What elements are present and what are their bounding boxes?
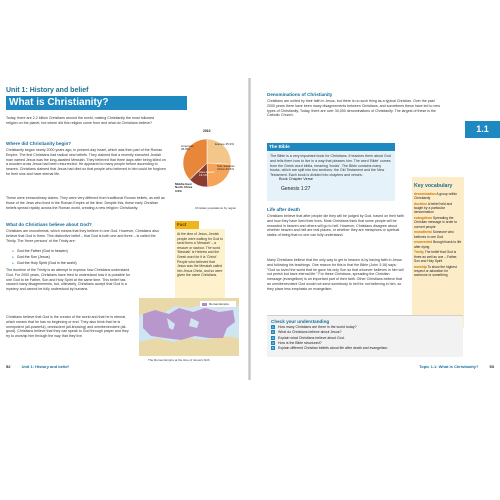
fact-text: At the time of Jesus, Jewish people were waiting for God to send them a 'Messiah' – a rescuer or saviour. The word 'Messiah' is Hebrew and the Greek word for it is 'Christ'. People who believed that Jesus was the Messiah called him Jesus Christ, and so were given the name Christians.: [177, 232, 223, 278]
pie-label-europe: Europe 25.9%: [215, 142, 235, 146]
vocab-definition: To show the highest respect or adoration for someone or something: [414, 264, 457, 278]
pie-label-americas: Americas 36.8%: [181, 144, 194, 152]
vocab-definition: Brought back to life after dying: [414, 240, 462, 249]
question-text: How is the Bible structured?: [278, 340, 322, 345]
vocab-definition: The belief that God is three as well as one – Father, Son and Holy Spirit: [414, 250, 458, 263]
list-item: ● God the Father (God in heaven): [12, 248, 77, 254]
vocab-term: resurrected: [414, 240, 433, 245]
trinity-list: [12, 248, 77, 266]
paragraph-creator: Christians believe that God is the creator of the world and that he is eternal, which means that he has no beginning or end. They also think that he is omnipotent (all-powerful), omniscient (all-knowing) and omnibenevolent (all-good). Christians believe that they can speak to God through prayer and they try to worship him through the way that they live.: [6, 315, 129, 339]
list-item: ● God the Holy Spirit (God in the world): [12, 260, 77, 266]
paragraph-life-2: Many Christians believe that the only way to get to heaven is by having faith in Jesus and following his teachings. One reason for this is that the Bible (John 3:16) says: "God so loved the world that he gave his only Son so that whoever believes in him will not perish but have eternal life." For these Christians, spreading the Christian message (evangelism) is an important part of their faith. Other Christians believe that an omnibenevolent God would not send somebody to hell for not believing in him, so they place less emphasis on evangelism.: [267, 258, 404, 291]
question-number: 1: [272, 325, 274, 330]
question-number: 2: [272, 330, 274, 335]
map-legend: [200, 301, 236, 307]
list-item: [414, 265, 462, 278]
vocab-definition: Someone who believes in one God: [414, 230, 454, 239]
footer-topic: Topic 1.1: What is Christianity?: [419, 364, 479, 369]
vocab-list: [414, 192, 462, 279]
question-text: Explain what Christians believe about God.: [278, 335, 345, 340]
vocab-definition: A belief held and taught by a particular denomination: [414, 202, 453, 215]
vocab-term: worship: [414, 264, 427, 269]
unit-kicker: Unit 1: History and belief: [6, 87, 89, 94]
bible-example: Genesis 1:27: [281, 186, 311, 192]
list-item: [414, 250, 462, 263]
legend-swatch: [202, 303, 207, 306]
list-item: [414, 202, 462, 215]
vocab-term: evangelism: [414, 216, 432, 221]
list-item: [271, 346, 388, 351]
footer-unit: Unit 1: History and belief: [21, 364, 69, 369]
vocab-term: doctrine: [414, 202, 428, 206]
bible-heading: The Bible: [267, 143, 395, 151]
check-heading: Check your understanding: [271, 319, 330, 324]
pie-label-subsaharan: Sub-Saharan Africa 23.6%: [217, 164, 235, 172]
intro-paragraph: Today, there are 2.2 billion Christians around the world, making Christianity the most followed religion on the planet, but where did this religion come from and what do Christians believe?: [6, 116, 154, 125]
pie-year: 2010: [203, 129, 211, 133]
right-footer: [419, 364, 494, 369]
paragraph-doctrine: The doctrine of the Trinity is an attempt to express how Christians understand God. For 2000 years, Christians have tried to understand how it is possible for one God to be Father, Son and Holy Spirit at the same time. This belief has caused many disagreements, but, ultimately, Christians accept that God is a mystery and cannot be fully understood by humans.: [6, 268, 131, 292]
question-text: Explain different Christian beliefs about life after death and evangelism.: [278, 346, 389, 351]
list-item: [414, 230, 462, 238]
vocab-term: Trinity: [414, 250, 424, 255]
paragraph-life-1: Christians believe that after people die they will be judged by God, based on their faith and how they have lived their lives. Most Christians think that some people will be rewarded in heaven and others will go to hell. However, Christians disagree about whether heaven and hell are real places, or whether they are metaphors or spiritual states of being that no one can fully understand.: [267, 214, 404, 238]
list-item: [414, 216, 462, 229]
question-text: What do Christians believe about Jesus?: [278, 330, 342, 335]
left-page: [0, 78, 249, 380]
list-item: [414, 192, 462, 200]
pie-label-asia: Asia-Pacific 13.1%: [199, 170, 215, 178]
paragraph-denominations: Christians are united by their faith in Jesus, but there is no such thing as a typical Christian. Over the past 2000 years there have been many disagreements between Christians, and sometimes these have led to new types of Christianity. Today, there are over 30,000 denominations of Christianity. The largest of these is the Catholic Church.: [267, 99, 441, 118]
question-number: 4: [272, 340, 274, 345]
pie-label-mena: Middle East North Africa 0.6%: [175, 182, 193, 193]
pie-chart: [175, 129, 239, 199]
legend-label: Roman Empire: [209, 302, 230, 306]
vocab-term: monotheist: [414, 230, 432, 235]
page-number-right: 53: [489, 364, 494, 369]
topic-tab: 1.1: [465, 121, 500, 138]
book-spread: [0, 78, 500, 380]
check-list: [271, 325, 388, 351]
vocab-definition: A group within Christianity: [414, 192, 458, 201]
fact-heading: Fact: [175, 221, 199, 229]
question-text: How many Christians are there in the world today?: [278, 325, 357, 329]
paragraph-where: Christianity began nearly 2000 years ago, in present-day Israel, which was then part of the Roman Empire. The first Christians had radical new beliefs. They claimed that a recently executed Jewish man named Jesus was the long-awaited Messiah. They believed that three days after being killed on a wooden cross Jesus had been resurrected. He appeared to many people before ascending to heaven. Christians claimed that Jesus had died so that people who believed in him could be forgiven for their sins and have eternal life.: [6, 148, 166, 176]
question-number: 5: [272, 346, 274, 351]
bible-reference-labels: Book Chapter Verse: [279, 177, 313, 181]
vocab-heading: Key vocabulary: [414, 183, 453, 189]
heading-god: What do Christians believe about God?: [6, 222, 92, 227]
map-caption: The Roman Empire at the time of Jesus's birth: [148, 358, 210, 362]
vocab-definition: Spreading the Christian message in order to convert people: [414, 216, 458, 229]
heading-where: Where did Christianity begin?: [6, 141, 72, 146]
vocab-term: denomination: [414, 192, 436, 196]
right-page: [251, 78, 500, 380]
page-number-left: 52: [6, 364, 11, 369]
pie-caption: Christian populations by region: [195, 206, 237, 210]
heading-life-after-death: Life after death: [267, 207, 300, 212]
paragraph-god: Christians are monotheists, which means that they believe in one God. However, Christians also believe that God is three. This distinctive belief – that God is both one and three – is called the Trinity. The 'three persons' of the Trinity are:: [6, 229, 159, 243]
bible-text: The Bible is a very important book for Christians. It teaches them about God and tells them how to live in a way that pleases him. The word 'Bible' comes from the Greek word biblia, meaning 'books'. The Bible contains many books, which are split into two sections: the Old Testament and the New Testament. Each book is divided into chapters and verses:: [270, 154, 391, 178]
list-item: [414, 240, 462, 248]
heading-denominations: Denominations of Christianity: [267, 92, 333, 97]
page-title: What is Christianity?: [6, 96, 187, 110]
paragraph-early: These were extraordinary claims. They were very different from traditional Roman beliefs, as well as those of the Jews who lived in the Roman Empire at the time. Despite this, these early Christian beliefs spread rapidly across the Roman world, creating a new religion: Christianity.: [6, 196, 165, 210]
question-number: 3: [272, 335, 274, 340]
left-footer: [6, 364, 69, 369]
list-item: ● God the Son (Jesus): [12, 254, 77, 260]
